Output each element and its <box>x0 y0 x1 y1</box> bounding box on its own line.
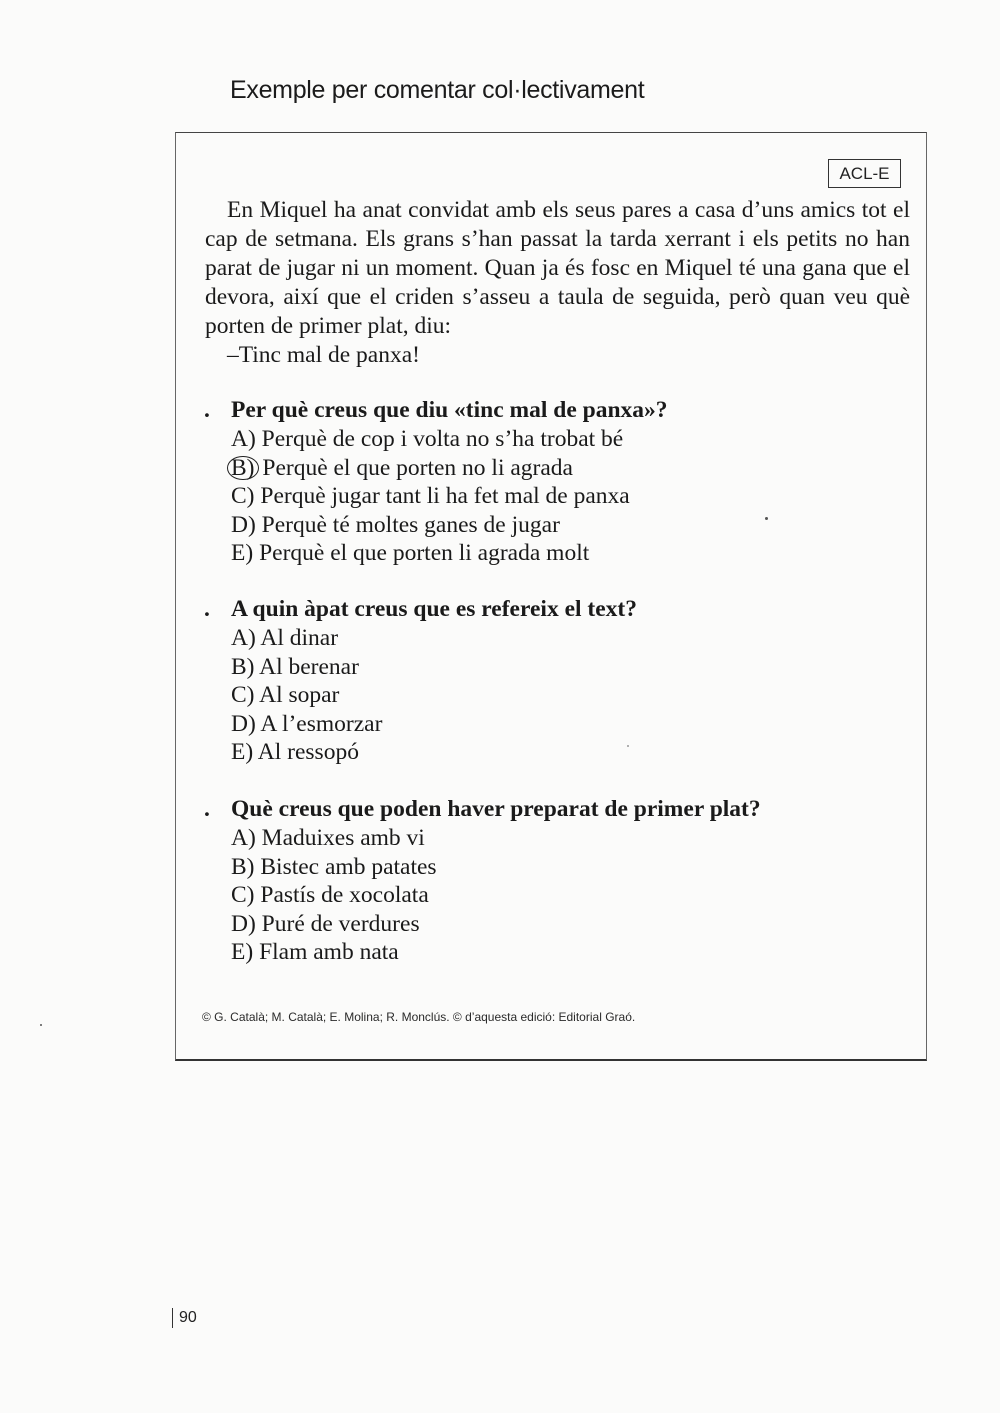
option-text: Perquè el que porten li agrada molt <box>259 540 590 567</box>
answer-option[interactable] <box>231 482 904 511</box>
story-dialogue: –Tinc mal de panxa! <box>227 342 420 368</box>
answer-option[interactable] <box>231 710 904 739</box>
page-number: 90 <box>172 1308 197 1328</box>
question-bullet: . <box>204 796 210 822</box>
option-letter: A) <box>231 625 256 651</box>
option-text: Perquè el que porten no li agrada <box>262 454 573 481</box>
question-bullet: . <box>204 397 210 423</box>
answer-option[interactable] <box>231 881 904 910</box>
question-1 <box>204 396 904 568</box>
option-text: Pastís de xocolata <box>260 882 429 909</box>
option-text: A l’esmorzar <box>260 710 383 737</box>
answer-option-selected[interactable] <box>231 454 904 483</box>
question-stem <box>204 396 904 425</box>
answer-option[interactable] <box>231 425 904 454</box>
option-text: Al berenar <box>259 653 359 680</box>
option-letter: C) <box>231 682 255 709</box>
option-letter: E) <box>231 939 254 966</box>
answer-option[interactable] <box>231 624 904 653</box>
answer-option[interactable] <box>231 539 904 568</box>
question-text: Què creus que poden haver preparat de primer plat? <box>231 796 761 822</box>
option-letter: D) <box>231 910 256 937</box>
question-stem <box>204 595 904 624</box>
option-letter: D) <box>231 511 256 538</box>
question-text: A quin àpat creus que es refereix el text? <box>231 596 637 622</box>
answer-option[interactable] <box>231 824 904 853</box>
scan-speck <box>765 517 768 520</box>
question-text: Per què creus que diu «tinc mal de panxa»? <box>231 397 668 423</box>
option-letter: C) <box>231 483 255 510</box>
option-letter: A) <box>231 825 256 851</box>
option-text: Al dinar <box>260 625 339 651</box>
option-letter: B) <box>231 853 255 880</box>
answer-option[interactable] <box>231 681 904 710</box>
answer-option[interactable] <box>231 910 904 939</box>
option-text: Al ressopó <box>257 739 359 766</box>
scan-speck <box>40 1024 42 1026</box>
option-letter-circled: B) <box>227 456 259 480</box>
question-3 <box>204 795 904 967</box>
answer-option[interactable] <box>231 511 904 540</box>
option-text: Perquè de cop i volta no s’ha trobat bé <box>261 426 624 452</box>
option-text: Puré de verdures <box>261 910 420 937</box>
option-text: Maduixes amb vi <box>261 825 425 851</box>
option-letter: A) <box>231 426 256 452</box>
answer-option[interactable] <box>231 853 904 882</box>
option-letter: C) <box>231 882 255 909</box>
option-letter: B) <box>231 653 255 680</box>
question-stem <box>204 795 904 824</box>
option-text: Al sopar <box>259 682 340 709</box>
option-text: Flam amb nata <box>259 939 399 966</box>
copyright-notice: © G. Català; M. Català; E. Molina; R. Monclús. © d’aquesta edició: Editorial Graó. <box>202 1010 636 1024</box>
answer-option[interactable] <box>231 938 904 967</box>
exercise-code-badge: ACL-E <box>828 159 901 188</box>
option-letter: E) <box>231 540 254 567</box>
question-bullet: . <box>204 596 210 622</box>
scan-speck <box>627 745 629 747</box>
option-letter: E) <box>231 739 254 766</box>
page-heading: Exemple per comentar col·lectivament <box>230 76 645 104</box>
option-letter: D) <box>231 710 256 737</box>
story-paragraph: En Miquel ha anat convidat amb els seus pares a casa d’uns amics tot el cap de setmana. Els grans s’han passat la tarda xerrant i els petits no han parat de jugar ni un moment. Quan ja és fosc en Miquel té una gana que el devora, així que el criden s’asseu a taula de seguida, però quan veu què porten de primer plat, diu: <box>205 197 910 339</box>
question-2 <box>204 595 904 767</box>
option-text: Perquè jugar tant li ha fet mal de panxa <box>260 483 630 510</box>
option-text: Bistec amb patates <box>260 853 437 880</box>
answer-option[interactable] <box>231 653 904 682</box>
answer-option[interactable] <box>231 738 904 767</box>
option-text: Perquè té moltes ganes de jugar <box>261 511 560 538</box>
